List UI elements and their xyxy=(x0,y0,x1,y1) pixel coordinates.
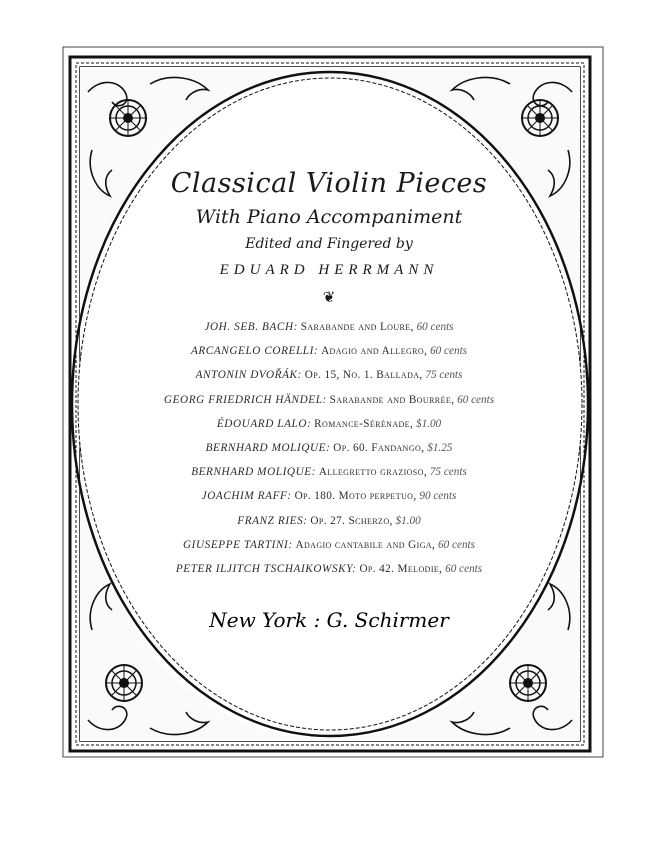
composer-name: JOACHIM RAFF: xyxy=(201,490,292,503)
piece-entry xyxy=(0,369,658,381)
rosette-bottom-right xyxy=(510,665,546,701)
composer-name: FRANZ RIES: xyxy=(237,514,308,527)
rosette-bottom-left xyxy=(106,665,142,701)
price: $1.00 xyxy=(395,514,421,527)
price: 60 cents xyxy=(457,393,495,406)
piece-entry xyxy=(0,539,658,551)
price: 75 cents xyxy=(425,369,463,382)
work-title: Op. 180. Moto perpetuo, xyxy=(294,490,417,503)
price: 90 cents xyxy=(419,490,457,503)
composer-name: BERNHARD MOLIQUE: xyxy=(191,466,317,479)
price: $1.25 xyxy=(427,442,453,454)
main-title: Classical Violin Pieces xyxy=(170,168,488,199)
work-title: Sarabande and Bourrée, xyxy=(329,393,455,406)
composer-name: BERNHARD MOLIQUE: xyxy=(205,442,331,454)
composer-name: GEORG FRIEDRICH HÄNDEL: xyxy=(163,393,327,406)
work-title: Op. 42. Melodie, xyxy=(359,563,443,575)
work-title: Allegretto grazioso, xyxy=(318,466,428,479)
work-title: Adagio and Allegro, xyxy=(321,345,428,358)
composer-name: PETER ILJITCH TSCHAIKOWSKY: xyxy=(175,563,357,575)
work-title: Op. 15, No. 1. Ballada, xyxy=(304,369,423,382)
piece-entry xyxy=(0,442,658,454)
piece-entry xyxy=(0,394,658,406)
subtitle: With Piano Accompaniment xyxy=(195,206,463,228)
piece-entry xyxy=(0,563,658,575)
price: 60 cents xyxy=(438,538,476,551)
piece-entry xyxy=(0,418,658,430)
piece-entry xyxy=(0,490,658,502)
composer-name: ÉDOUARD LALO: xyxy=(216,417,312,430)
price: 60 cents xyxy=(416,321,454,333)
piece-entry xyxy=(0,515,658,527)
piece-entry xyxy=(0,345,658,357)
editor-name: EDUARD HERRMANN xyxy=(219,262,439,278)
publisher-imprint: New York : G. Schirmer xyxy=(209,608,449,632)
work-title: Romance-Sérénade, xyxy=(314,417,414,430)
price: 75 cents xyxy=(429,466,467,479)
price: 60 cents xyxy=(445,563,483,575)
work-title: Adagio cantabile and Giga, xyxy=(295,538,436,551)
work-title: Op. 27. Scherzo, xyxy=(310,514,393,527)
composer-name: ARCANGELO CORELLI: xyxy=(190,345,319,358)
work-title: Op. 60. Fandango, xyxy=(333,442,425,454)
price: $1.00 xyxy=(415,417,442,430)
edited-by-line: Edited and Fingered by xyxy=(245,236,413,252)
composer-name: GIUSEPPE TARTINI: xyxy=(182,538,293,551)
composer-name: ANTONIN DVOŘÁK: xyxy=(195,369,302,382)
leaf-ornament-icon: ❦ xyxy=(322,290,336,306)
piece-entry xyxy=(0,321,658,333)
price: 60 cents xyxy=(430,345,468,358)
work-title: Sarabande and Loure, xyxy=(300,321,414,333)
composer-name: JOH. SEB. BACH: xyxy=(204,321,298,333)
piece-entry xyxy=(0,466,658,478)
